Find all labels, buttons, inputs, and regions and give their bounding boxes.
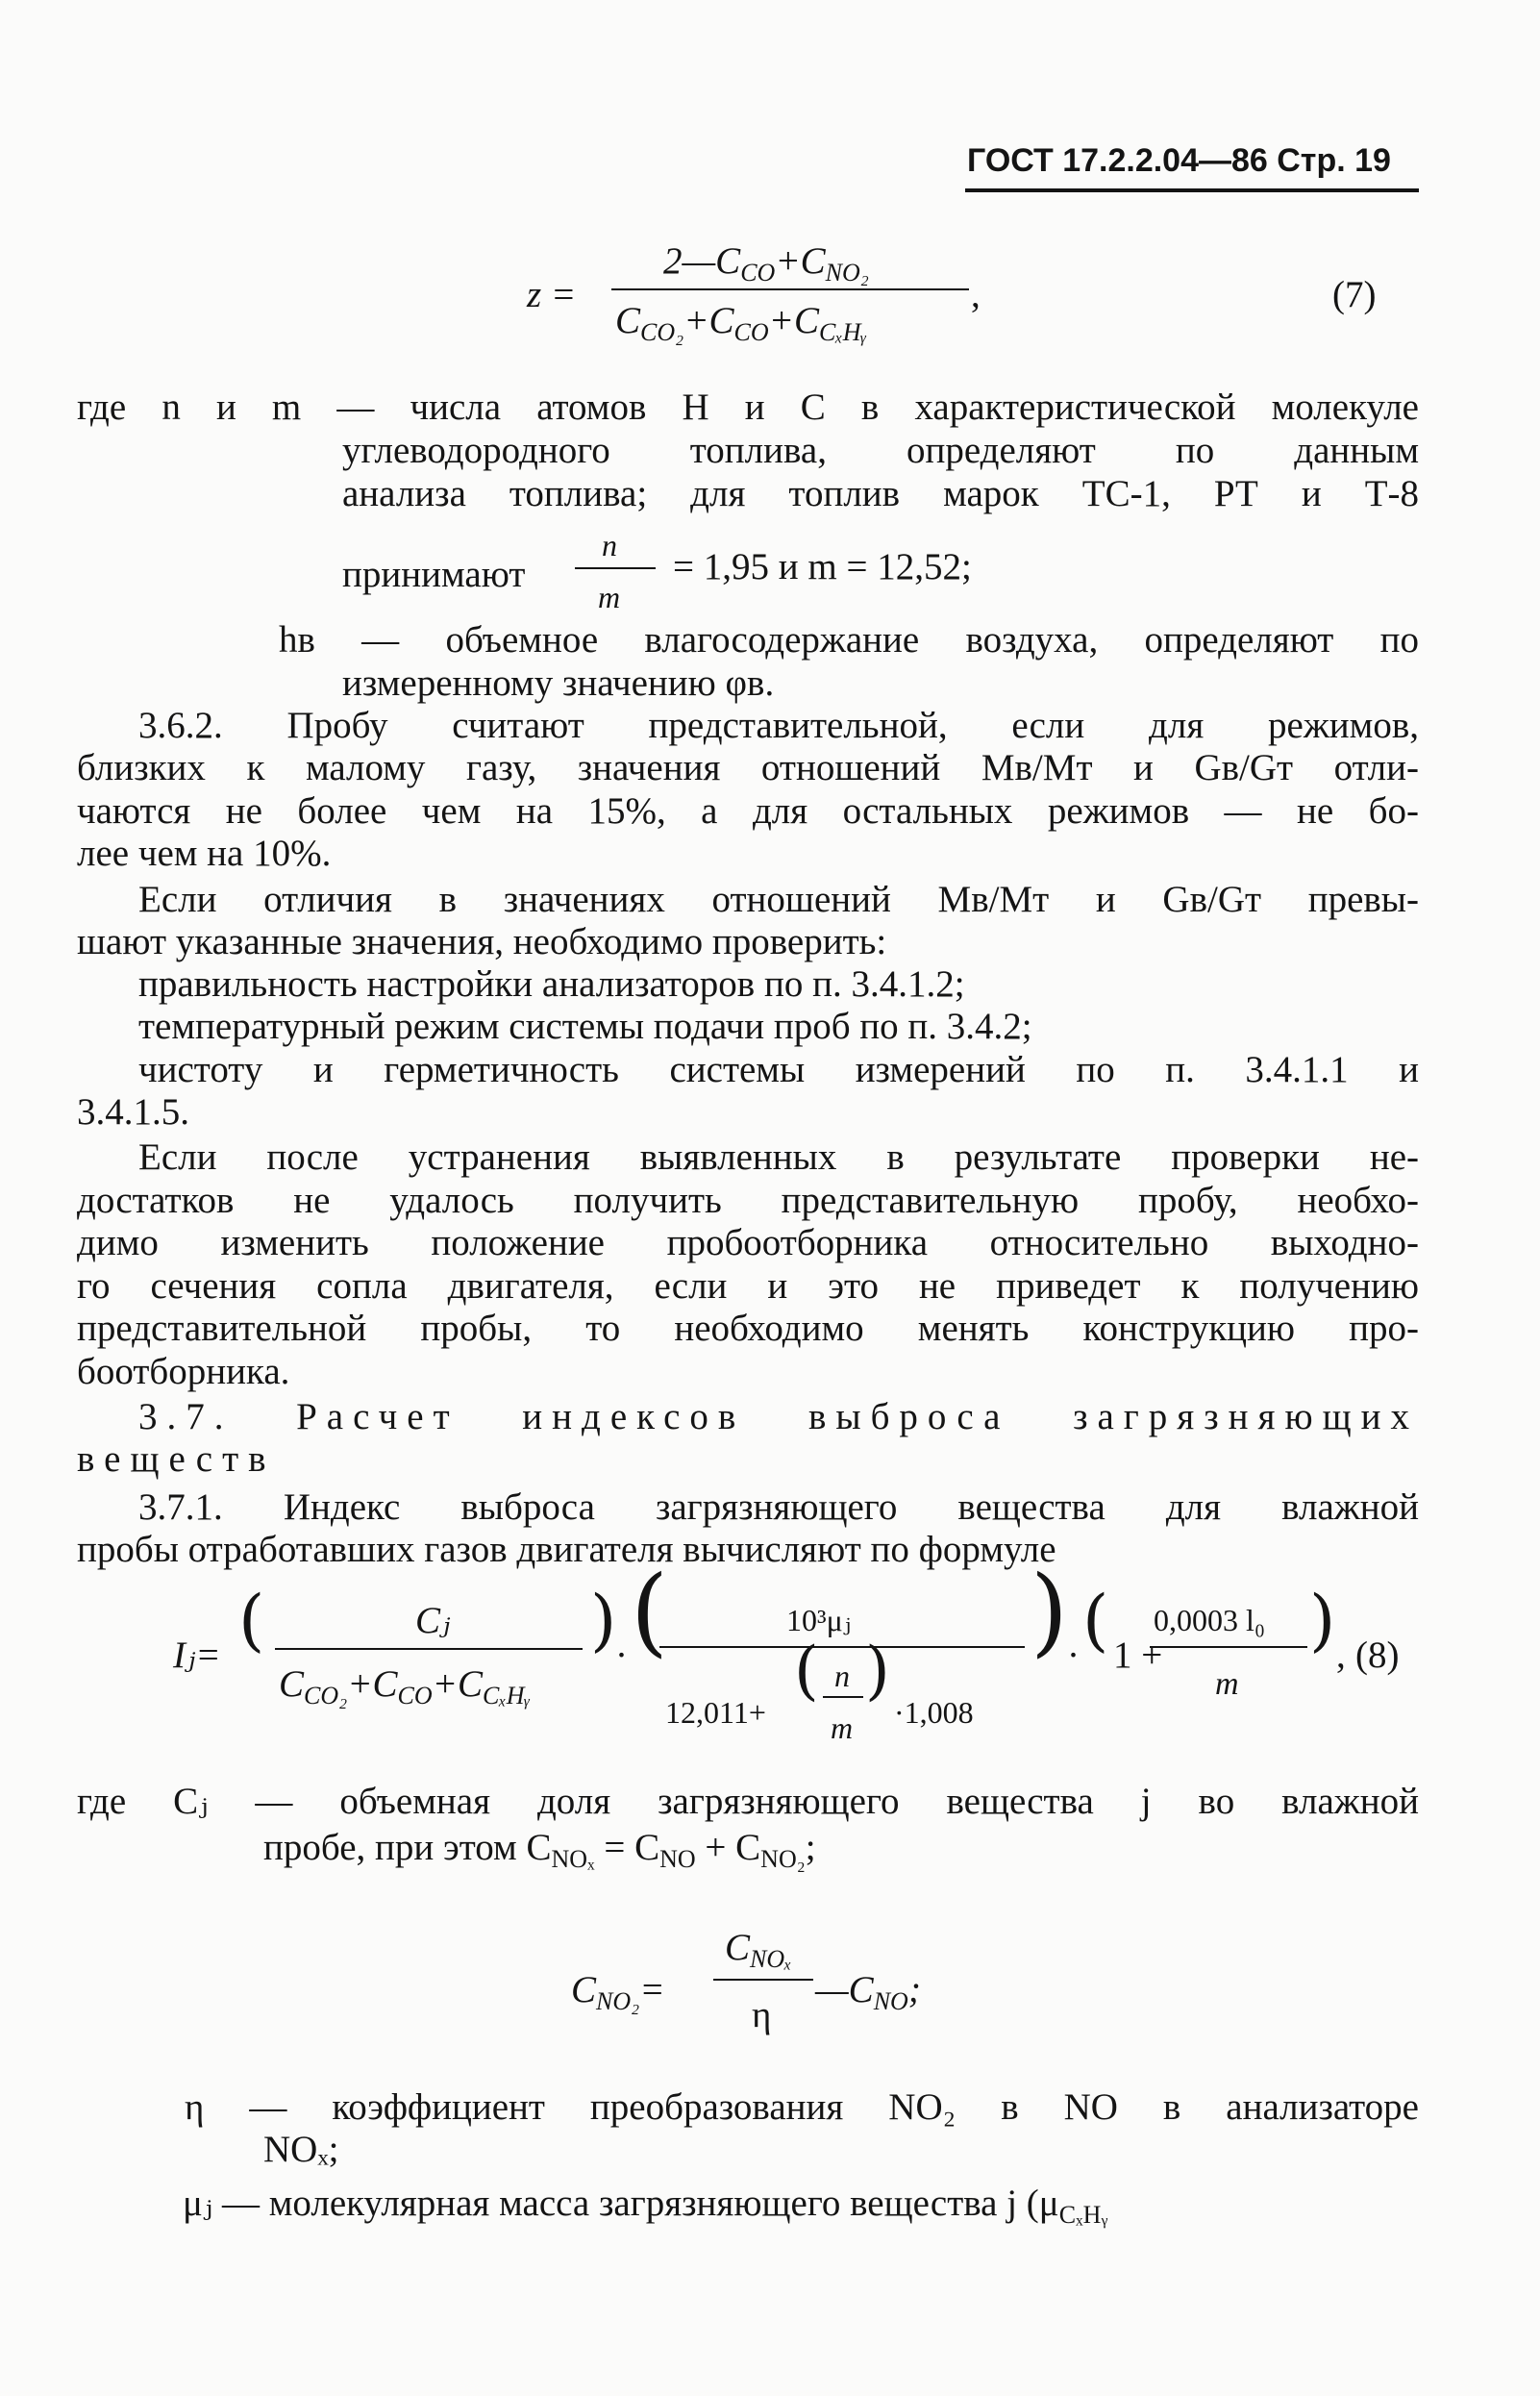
formula-8-paren-open-3: ( [1082,1581,1109,1660]
para-after-line1: Если после устранения выявленных в результате проверки не- [138,1136,1419,1178]
section-37-title: 3.7. Расчет индексов выброса загрязняющих [138,1396,1419,1437]
formula-8-f1-num: Cⱼ [415,1600,451,1641]
para-371-line2: пробы отработавших газов двигателя вычисляют по формуле [77,1529,1056,1570]
formula-8-paren-close-3: ) [1309,1581,1336,1660]
def-n-m-ratio-pre: принимают [342,554,526,595]
formula-8-f2-bar [659,1646,1025,1648]
formula-8-f2-den-post: ·1,008 [894,1695,974,1730]
formula-8-f3-bar [1150,1646,1307,1648]
para-if-line2: шают указанные значения, необходимо проверить: [77,921,887,962]
para-after-line3: димо изменить положение пробоотборника относительно выходно- [77,1222,1419,1263]
check-item-1: правильность настройки анализаторов по п. 3.4.1.2; [138,963,965,1005]
def-n-m-line2: углеводородного топлива, определяют по данным [342,430,1419,471]
def-n-m-line3: анализа топлива; для топлив марок ТС-1, РТ и Т-8 [342,473,1419,514]
formula-8-f2-num: 10³μⱼ [786,1603,852,1637]
header-rule [965,188,1419,192]
formula-8-dot-1: · [615,1635,628,1676]
formula-7-numerator: $2—C_{CO}+C_{NO_2}$ [663,240,869,287]
formula-no2-lhs: $C_{NO_2}=$ [571,1969,665,2015]
para-362-line1: 3.6.2. Пробу считают представительной, если для режимов, [138,705,1419,746]
para-362-line3: чаются не более чем на 15%, а для остальных режимов — не бо- [77,790,1419,832]
formula-no2-minus: $—C_{NO}$; [815,1969,921,2015]
formula-8-number: (8) [1355,1635,1400,1676]
formula-8-paren-open-2: ( [631,1555,669,1667]
def-eta-line1: η — коэффициент преобразования NO₂ в NO в анализаторе [185,2086,1419,2128]
def-eta-line2: NOₓ; [263,2129,339,2170]
formula-8-dot-2: · [1067,1635,1080,1676]
para-362-line2: близких к малому газу, значения отношений Mв/Mт и Gв/Gт отли- [77,747,1419,788]
formula-8-paren-open-1: ( [238,1581,265,1660]
check-item-3-cont: 3.4.1.5. [77,1091,189,1133]
formula-7-denominator: $C_{CO_2}+C_{CO}+C_{C_xHᵧ}$ [615,300,867,346]
section-37-title-cont: веществ [77,1438,276,1480]
def-hv-line2: измеренному значению φв. [342,662,775,704]
formula-8-inner-num: n [834,1659,850,1693]
def-mu-line1: μⱼ — молекулярная масса загрязняющего вещества j ($\mu_{C_xHᵧ}$ [183,2183,1108,2229]
formula-no2-bar [713,1979,813,1981]
formula-8-paren-close-1: ) [590,1581,617,1660]
formula-no2-den: η [752,1994,772,2035]
formula-8-trail: , [1336,1635,1346,1676]
def-n-m-line1: где n и m — числа атомов H и C в характеристической молекуле [77,387,1419,428]
check-item-2: температурный режим системы подачи проб по п. 3.4.2; [138,1006,1032,1047]
formula-8-one: 1 + [1113,1635,1163,1676]
formula-8-f1-den: $C_{CO_2}+C_{CO}+C_{C_xHᵧ}$ [279,1663,531,1710]
formula-7-bar [611,288,969,290]
para-if-line1: Если отличия в значениях отношений Mв/Mт и Gв/Gт превы- [138,879,1419,920]
para-371-line1: 3.7.1. Индекс выброса загрязняющего вещества для влажной [138,1486,1419,1528]
formula-7-trail: , [971,274,981,315]
formula-8-inner-paren-open: ( [794,1634,819,1708]
def-cj-line2: пробе, при этом $C_{NO_x} = C_{NO} + C_{NO_2}$; [263,1827,816,1873]
running-head: ГОСТ 17.2.2.04—86 Стр. 19 [967,142,1391,179]
def-n-m-ratio-bar [575,567,656,569]
formula-8-f3-den: m [1215,1666,1239,1702]
para-after-line6: боотборника. [77,1351,290,1392]
formula-8-inner-bar [823,1696,863,1698]
formula-7-number: (7) [1332,274,1377,315]
def-cj-line1: где Cⱼ — объемная доля загрязняющего вещества j во влажной [77,1781,1419,1822]
formula-8-f1-bar [275,1648,583,1650]
def-n-m-ratio-post: = 1,95 и m = 12,52; [673,546,972,587]
formula-no2-num: $C_{NO_x}$ [725,1927,792,1973]
def-hv-line1: hв — объемное влагосодержание воздуха, определяют по [279,619,1419,661]
para-after-line5: представительной пробы, то необходимо менять конструкцию про- [77,1308,1419,1349]
formula-8-inner-den: m [831,1710,854,1745]
para-362-line4: лее чем на 10%. [77,833,332,874]
def-n-m-ratio-den: m [598,580,621,614]
check-item-3: чистоту и герметичность системы измерений по п. 3.4.1.1 и [138,1049,1419,1090]
para-after-line4: го сечения сопла двигателя, если и это не приведет к получению [77,1265,1419,1307]
formula-7-lhs: z = [527,274,577,315]
def-n-m-ratio-num: n [602,528,617,562]
formula-8-paren-close-2: ) [1031,1555,1069,1667]
formula-8-f2-den-pre: 12,011+ [665,1695,766,1730]
formula-8-f3-num: 0,0003 l₀ [1154,1603,1266,1637]
formula-8-lhs: Iⱼ= [173,1635,221,1676]
para-after-line2: достатков не удалось получить представительную пробу, необхо- [77,1180,1419,1221]
formula-8-inner-paren-close: ) [865,1634,890,1708]
